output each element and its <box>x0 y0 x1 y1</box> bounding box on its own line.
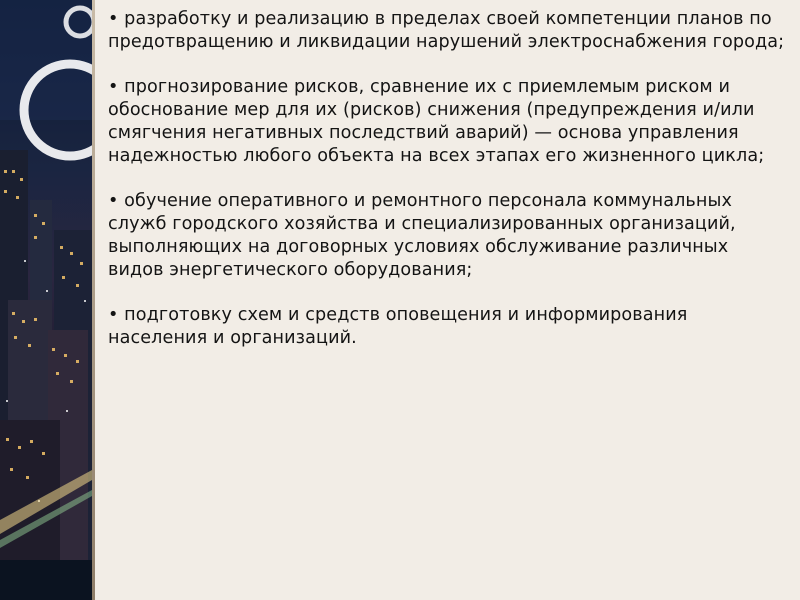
bullet-item-notification: • подготовку схем и средств оповещения и информирования населения и организаций. <box>108 305 688 348</box>
city-illustration <box>0 0 92 600</box>
vertical-divider <box>92 0 95 600</box>
slide-content <box>108 8 788 372</box>
bullet-item-staff-training: • обучение оперативного и ремонтного персонала коммунальных служб городского хозяйства и специализированных организаций, выполняющих на договорных условиях обслуживание различных видов энергетического оборудования; <box>108 191 736 280</box>
night-city-image <box>0 0 92 600</box>
bullet-item-planning: • разработку и реализацию в пределах своей компетенции планов по предотвращению и ликвидации нарушений электроснабжения города; <box>108 9 785 52</box>
bullet-item-risk-forecasting: • прогнозирование рисков, сравнение их с приемлемым риском и обоснование мер для их (рисков) снижения (предупреждения и/или смягчения негативных последствий аварий) — основа управления надежностью любого объекта на всех этапах его жизненного цикла; <box>108 77 765 166</box>
